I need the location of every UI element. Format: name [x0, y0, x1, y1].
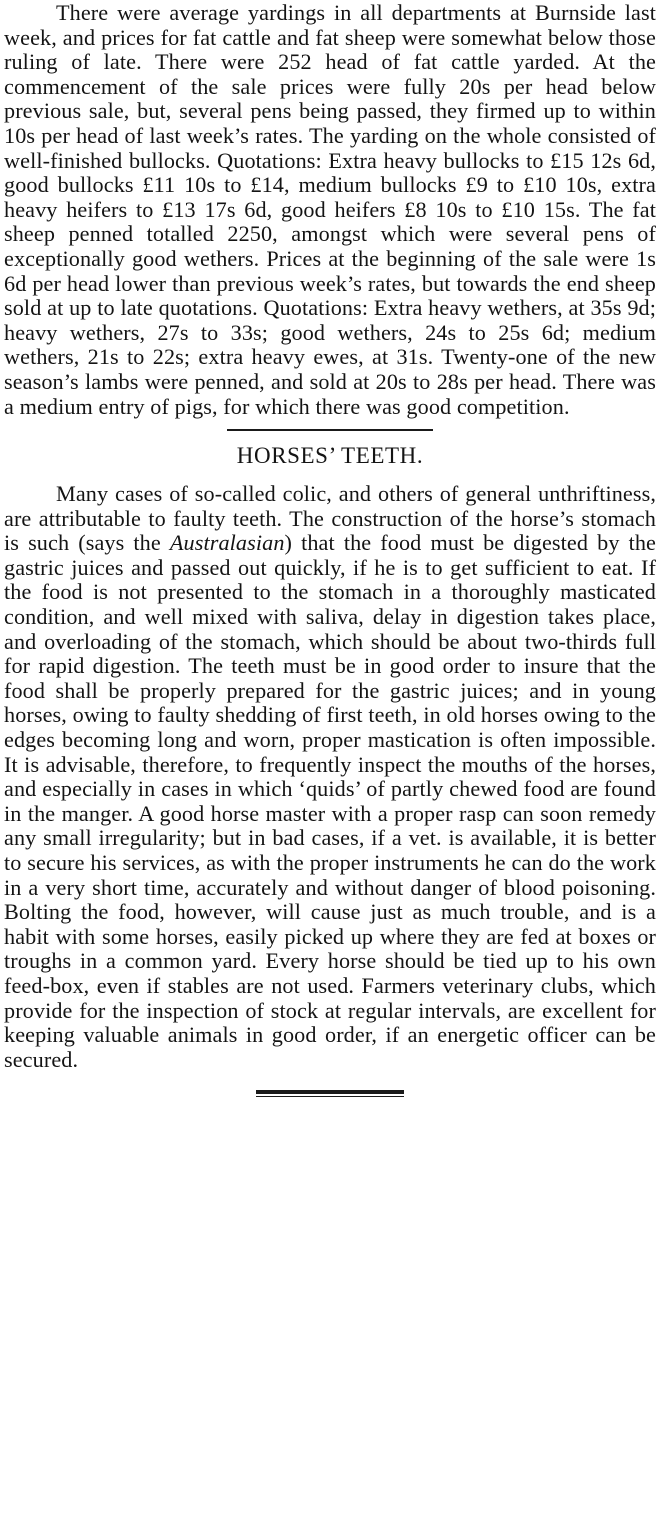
- source-publication: Australasian: [169, 530, 285, 556]
- newspaper-column: [4, 0, 656, 1097]
- section-divider: [227, 429, 433, 431]
- burnside-market-report: There were average yardings in all departments at Burnside last week, and prices for fat cattle and fat sheep were somewhat below those ruling of late. There were 252 head of fat cattle yarded. At the commencement of the sale prices were fully 20s per head below previous sale, but, several pens being passed, they firmed up to within 10s per head of last week’s rates. The yarding on the whole consisted of well-finished bullocks. Quotations: Extra heavy bullocks to £15 12s 6d, good bullocks £11 10s to £14, medium bullocks £9 to £10 10s, extra heavy heifers to £13 17s 6d, good heifers £8 10s to £10 15s. The fat sheep penned totalled 2250, amongst which were several pens of exceptionally good wethers. Prices at the beginning of the sale were 1s 6d per head lower than previous week’s rates, but towards the end sheep sold at up to late quotations. Quotations: Extra heavy wethers, at 35s 9d; heavy wethers, 27s to 33s; good wethers, 24s to 25s 6d; medium wethers, 21s to 22s; extra heavy ewes, at 31s. Twenty-one of the new season’s lambs were penned, and sold at 20s to 28s per head. There was a medium entry of pigs, for which there was good competition.: [4, 0, 656, 419]
- article-text-part-1: Many cases of so-called colic, and others of general unthriftiness, are attributable to faulty teeth. The construction of the horse’s stomach is such (says the: [4, 481, 656, 556]
- article-heading: HORSES’ TEETH.: [236, 443, 424, 469]
- article-text-part-2: ) that the food must be digested by the gastric juices and passed out quickly, if he is to get sufficient to eat. If the food is not presented to the stomach in a thoroughly masticated condition, and well mixed with saliva, delay in digestion takes place, and overloading of the stomach, which should be about two-thirds full for rapid digestion. The teeth must be in good order to insure that the food shall be properly prepared for the gastric juices; and in young horses, owing to faulty shedding of first teeth, in old horses owing to the edges becoming long and worn, proper mastication is often impossible. It is advisable, therefore, to frequently inspect the mouths of the horses, and especially in cases in which ‘quids’ of partly chewed food are found in the manger. A good horse master with a proper rasp can soon remedy any small irregularity; but in bad cases, if a vet. is available, it is better to secure his services, as with the proper instruments he can do the work in a very short time, accurately and without danger of blood poisoning. Bolting the food, however, will cause just as much trouble, and is a habit with some horses, easily picked up where they are fed at boxes or troughs in a common yard. Every horse should be tied up to his own feed-box, even if stables are not used. Farmers veterinary clubs, which provide for the inspection of stock at regular intervals, are excellent for keeping valuable animals in good order, if an energetic officer can be secured.: [4, 530, 656, 1072]
- end-of-article-rule: [256, 1090, 404, 1097]
- horses-teeth-article: [4, 482, 656, 1072]
